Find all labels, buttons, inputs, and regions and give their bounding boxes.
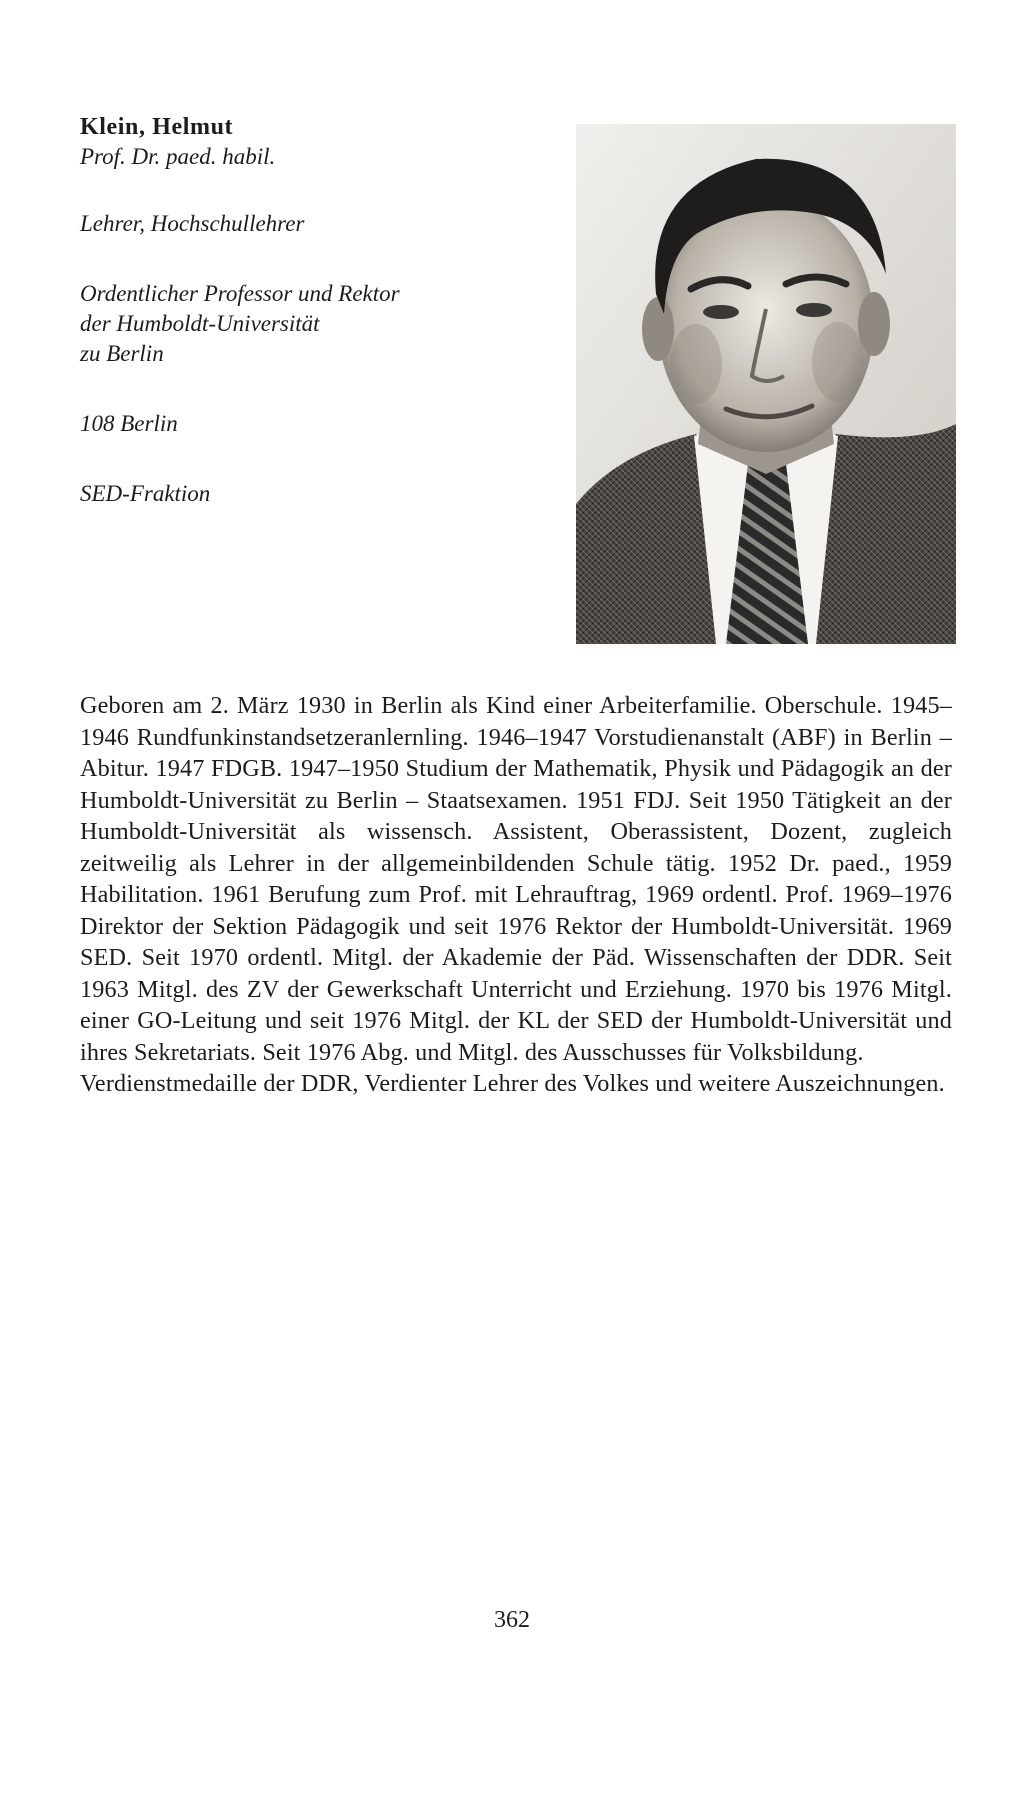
biography-paragraph-2: Verdienstmedaille der DDR, Verdienter Lehrer des Volkes und weitere Auszeichnungen. [80, 1070, 945, 1097]
faction: SED-Fraktion [80, 481, 211, 506]
entry-header [80, 112, 550, 509]
biography-text [80, 690, 952, 1100]
portrait-photo [576, 124, 956, 644]
position-line-3: zu Berlin [80, 341, 164, 366]
location: 108 Berlin [80, 411, 178, 436]
biography-paragraph-1: Geboren am 2. März 1930 in Berlin als Kind einer Arbeiterfamilie. Oberschule. 1945–1946 Rundfunkinstandsetzeranlernling. 1946–1947 Vorstudienanstalt (ABF) in Berlin – Abitur. 1947 FDGB. 1947–1950 Studium der Mathematik, Physik und Pädagogik an der Humboldt-Universität zu Berlin – Staatsexamen. 1951 FDJ. Seit 1950 Tätigkeit an der Humboldt-Universität als wissensch. Assistent, Oberassistent, Dozent, zugleich zeitweilig als Lehrer in der allgemeinbildenden Schule tätig. 1952 Dr. paed., 1959 Habilitation. 1961 Berufung zum Prof. mit Lehrauftrag, 1969 ordentl. Prof. 1969–1976 Direktor der Sektion Pädagogik und seit 1976 Rektor der Humboldt-Universität. 1969 SED. Seit 1970 ordentl. Mitgl. der Akademie der Päd. Wissenschaften der DDR. Seit 1963 Mitgl. des ZV der Gewerkschaft Unterricht und Erziehung. 1970 bis 1976 Mitgl. einer GO-Leitung und seit 1976 Mitgl. der KL der SED der Humboldt-Universität und ihres Sekretariats. Seit 1976 Abg. und Mitgl. des Ausschusses für Volksbildung. [80, 692, 952, 1066]
person-name: Klein, Helmut [80, 114, 234, 140]
position-line-1: Ordentlicher Professor und Rektor [80, 281, 400, 306]
position-line-2: der Humboldt-Universität [80, 311, 320, 336]
page-number: 362 [494, 1607, 530, 1633]
academic-title: Prof. Dr. paed. habil. [80, 144, 276, 169]
profession: Lehrer, Hochschullehrer [80, 211, 305, 236]
